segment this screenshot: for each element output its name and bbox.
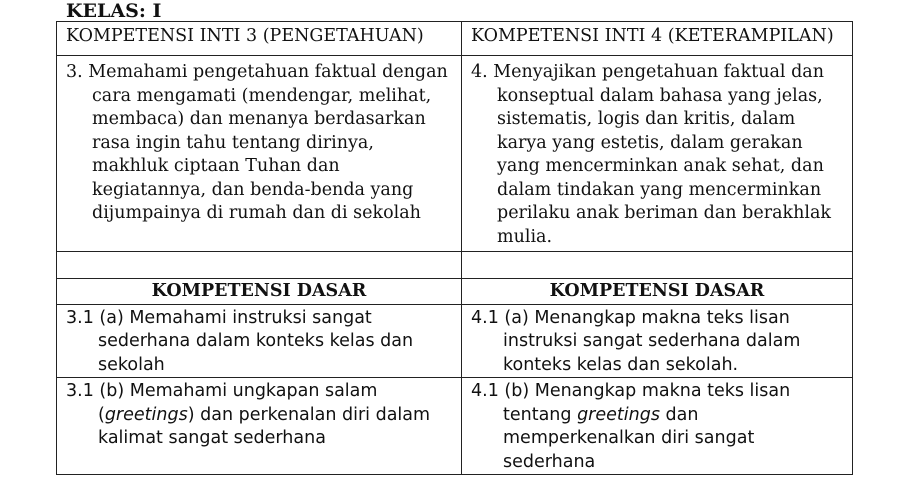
kd-4-1b-italic: greetings (577, 404, 660, 425)
kd-cell-left (57, 378, 462, 475)
class-label: KELAS: I (66, 0, 162, 22)
kd-3-1a-text: 3.1 (a) Memahami instruksi sangat sederhana dalam konteks kelas dan sekolah (66, 307, 414, 375)
competency-table (56, 21, 853, 475)
kd-3-1b-post: ) dan perkenalan diri dalam kalimat sangat sederhana (98, 404, 431, 448)
kd-3-1b-italic: greetings (104, 404, 188, 425)
kd-row (57, 378, 853, 475)
kd-cell-right (462, 378, 853, 475)
ki4-text: 4. Menyajikan pengetahuan faktual dan konseptual dalam bahasa yang jelas, sistematis, logis dan kritis, dalam karya yang estetis, dalam gerakan yang mencerminkan anak sehat, dan dalam tindakan yang mencerminkan perilaku anak beriman dan berakhlak mulia. (471, 62, 832, 247)
kd-4-1b-pre: 4.1 (b) Menangkap makna teks lisan tentang (471, 381, 791, 425)
kd-4-1b-post: dan memperkenalkan diri sangat sederhana (503, 404, 755, 472)
spacer-cell-right (462, 252, 853, 279)
kd-cell-left (57, 304, 462, 378)
ki-header-row (57, 22, 853, 56)
ki-body-row (57, 56, 853, 252)
spacer-row (57, 252, 853, 279)
kd-header-left: KOMPETENSI DASAR (57, 279, 462, 305)
spacer-cell-left (57, 252, 462, 279)
kd-4-1b-text (471, 380, 846, 474)
kd-4-1a-text: 4.1 (a) Menangkap makna teks lisan instruksi sangat sederhana dalam konteks kelas dan sekolah. (471, 307, 801, 375)
kd-3-1b-text (66, 380, 455, 451)
kd-header-right: KOMPETENSI DASAR (462, 279, 853, 305)
kd-cell-right (462, 304, 853, 378)
ki4-cell (462, 56, 853, 252)
kd-header-row (57, 279, 853, 305)
ki3-cell (57, 56, 462, 252)
ki4-header: KOMPETENSI INTI 4 (KETERAMPILAN) (462, 22, 853, 56)
ki3-header: KOMPETENSI INTI 3 (PENGETAHUAN) (57, 22, 462, 56)
kd-row (57, 304, 853, 378)
ki3-text: 3. Memahami pengetahuan faktual dengan cara mengamati (mendengar, melihat, membaca) dan menanya berdasarkan rasa ingin tahu tentang dirinya, makhluk ciptaan Tuhan dan kegiatannya, dan benda-benda yang dijumpainya di rumah dan di sekolah (66, 62, 448, 223)
kd-3-1b-pre: 3.1 (b) Memahami ungkapan salam ( (66, 381, 378, 425)
